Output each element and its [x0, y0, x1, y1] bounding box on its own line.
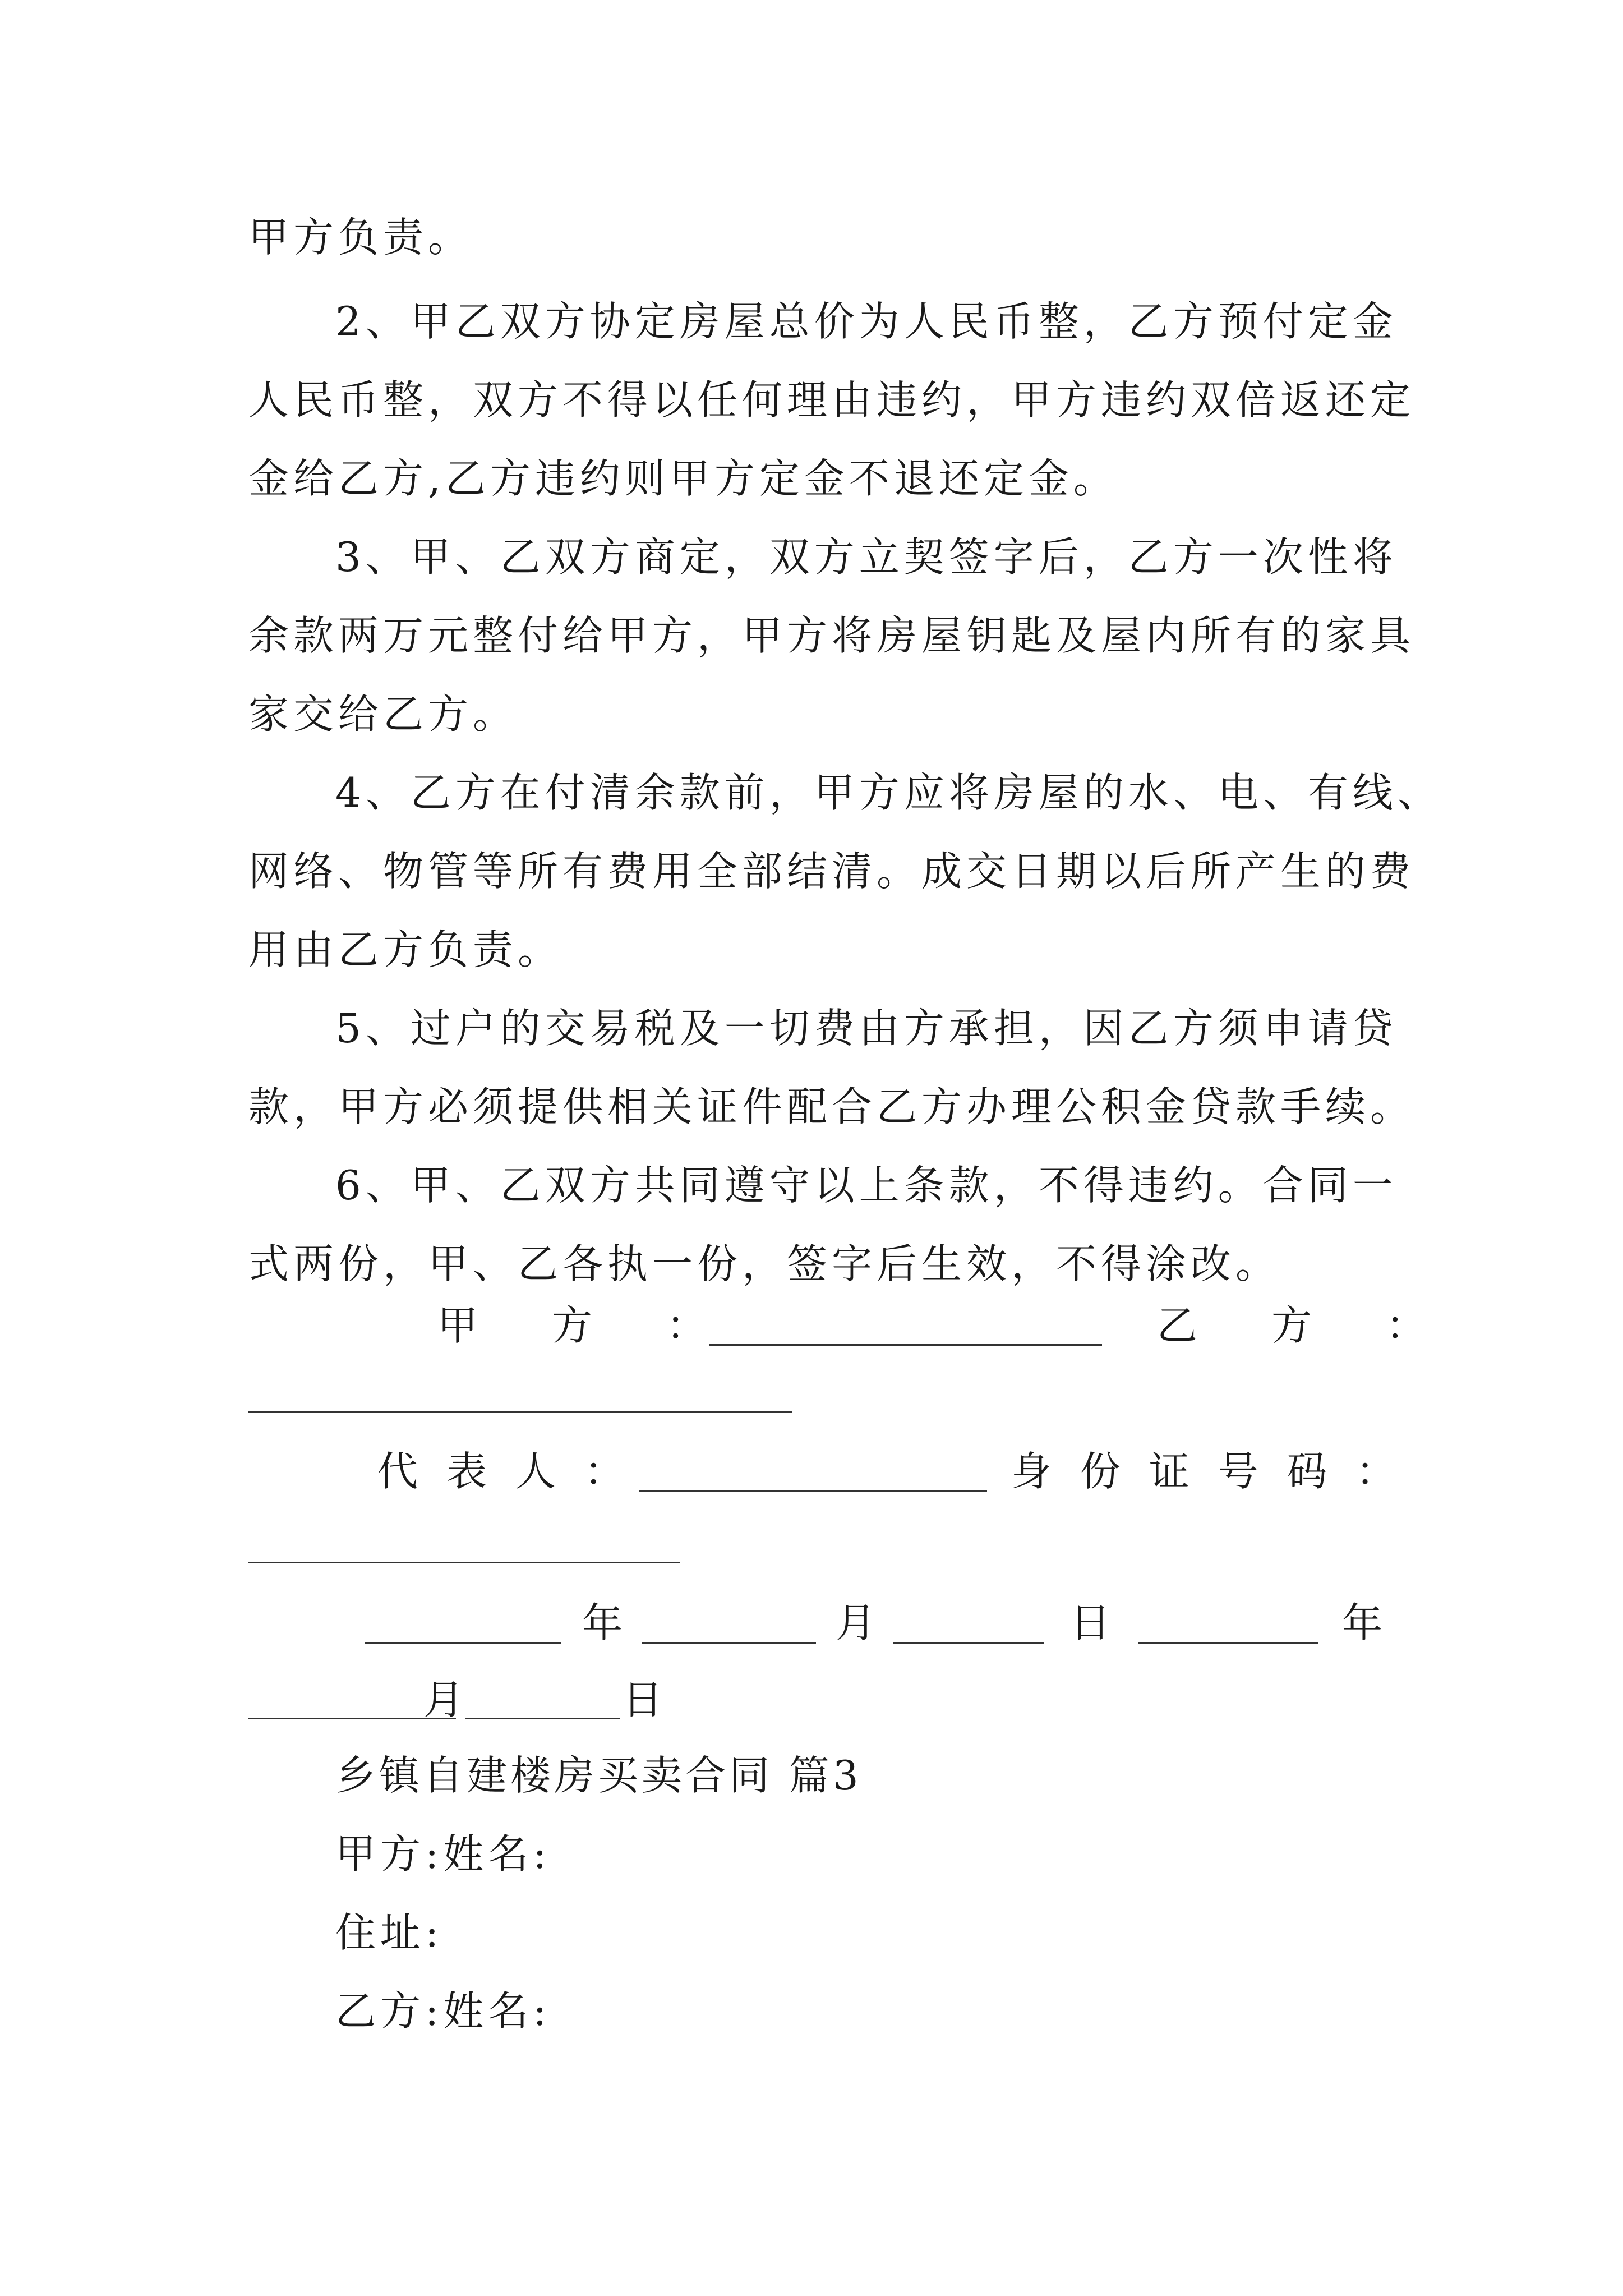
paragraph-line: 人民币整，双方不得以任何理由违约，甲方违约双倍返还定 — [248, 376, 1415, 424]
day-label-b: 日 — [623, 1676, 663, 1723]
paragraph-line: 网络、物管等所有费用全部结清。成交日期以后所产生的费 — [248, 848, 1415, 895]
year-label: 年 — [582, 1599, 623, 1646]
date-day-line-b — [465, 1718, 620, 1719]
paragraph-line: 5、过户的交易税及一切费由方承担，因乙方须申请贷 — [335, 1005, 1398, 1052]
representative-label: 代 表 人 ： — [377, 1448, 633, 1495]
section-heading: 乡镇自建楼房买卖合同 篇3 — [335, 1752, 862, 1799]
party-b-name: 乙方:姓名: — [335, 1987, 551, 2035]
paragraph-line: 2、甲乙双方协定房屋总价为人民币整，乙方预付定金 — [335, 298, 1398, 345]
paragraph-line: 款，甲方必须提供相关证件配合乙方办理公积金贷款手续。 — [248, 1083, 1415, 1130]
party-a-label: 甲 方 ： — [437, 1302, 724, 1349]
month-label-b: 月 — [423, 1676, 464, 1723]
day-label: 日 — [1070, 1599, 1111, 1646]
paragraph-line: 6、甲、乙双方共同遵守以上条款，不得违约。合同一 — [335, 1162, 1398, 1209]
party-b-label: 乙 方 ： — [1157, 1302, 1444, 1349]
paragraph-line: 甲方负责。 — [248, 214, 473, 261]
representative-line — [639, 1490, 987, 1492]
date-year-line-b — [1138, 1642, 1318, 1644]
address-label: 住址: — [335, 1909, 444, 1956]
date-day-line — [893, 1642, 1044, 1644]
id-number-line — [248, 1562, 680, 1563]
paragraph-line: 家交给乙方。 — [248, 691, 518, 738]
date-year-line — [365, 1642, 561, 1644]
party-a-signature-line — [709, 1344, 1102, 1346]
paragraph-line: 金给乙方,乙方违约则甲方定金不退还定金。 — [248, 455, 1118, 502]
year-label-b: 年 — [1342, 1599, 1383, 1646]
paragraph-line: 4、乙方在付清余款前，甲方应将房屋的水、电、有线、 — [335, 769, 1442, 816]
date-month-line — [642, 1642, 816, 1644]
paragraph-line: 式两份，甲、乙各执一份，签字后生效，不得涂改。 — [248, 1240, 1281, 1287]
paragraph-line: 余款两万元整付给甲方，甲方将房屋钥匙及屋内所有的家具 — [248, 612, 1415, 659]
month-label: 月 — [836, 1599, 877, 1646]
paragraph-line: 用由乙方负责。 — [248, 926, 563, 973]
id-number-label: 身 份 证 号 码 ： — [1011, 1448, 1404, 1495]
party-b-signature-line — [248, 1411, 792, 1413]
party-a-name: 甲方:姓名: — [335, 1830, 551, 1878]
paragraph-line: 3、甲、乙双方商定，双方立契签字后，乙方一次性将 — [335, 533, 1398, 581]
